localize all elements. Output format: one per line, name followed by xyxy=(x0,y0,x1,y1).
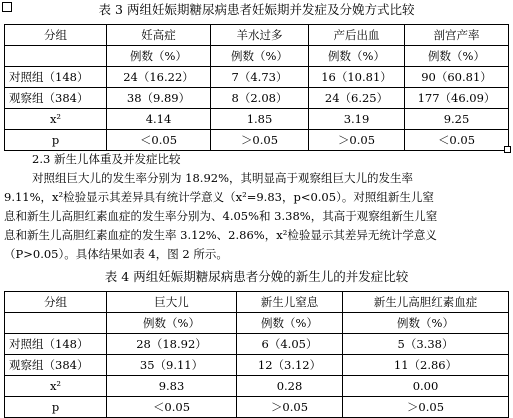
table4-group-cell: 观察组（384） xyxy=(5,355,107,376)
table3-group-cell: 对照组（148） xyxy=(5,67,107,88)
table3-cell: 4.14 xyxy=(107,109,211,130)
table3-cell: 3.19 xyxy=(309,109,405,130)
table3-cell: ＜0.05 xyxy=(405,130,509,151)
table3-cell: 24（6.25） xyxy=(309,88,405,109)
section-body xyxy=(4,150,509,264)
table3-subheader-cell: 例数（%） xyxy=(211,46,309,67)
table4-group-cell: 对照组（148） xyxy=(5,334,107,355)
table4 xyxy=(4,291,509,418)
table4-cell: 0.28 xyxy=(237,376,343,397)
table3-group-cell: 观察组（384） xyxy=(5,88,107,109)
paragraph-line: 息和新生儿高胆红素血症的发生率分别为、4.05%和 3.38%，其高于观察组新生儿窒 xyxy=(4,209,438,223)
table4-stat-label: x² xyxy=(5,376,107,397)
table-row xyxy=(5,376,509,397)
table3-cell: 24（16.22） xyxy=(107,67,211,88)
table3-header-cell: 羊水过多 xyxy=(211,25,309,46)
table-row xyxy=(5,397,509,418)
table3-cell: 9.25 xyxy=(405,109,509,130)
table3-cell: 90（60.81） xyxy=(405,67,509,88)
table4-cell: 5（3.38） xyxy=(343,334,509,355)
table3-cell: 1.85 xyxy=(211,109,309,130)
table4-cell: 0.00 xyxy=(343,376,509,397)
table4-cell: 6（4.05） xyxy=(237,334,343,355)
table-row xyxy=(5,109,509,130)
table3-cell: 7（4.73） xyxy=(211,67,309,88)
paragraph-line: 息和新生儿高胆红素血症的发生率 3.12%、2.86%，x²检验显示其差异无统计学意义 xyxy=(4,228,437,242)
table3-cell: ＞0.05 xyxy=(211,130,309,151)
table4-header-cell: 巨大儿 xyxy=(107,292,237,313)
table3-stat-label: p xyxy=(5,130,107,151)
table4-header-cell: 新生儿高胆红素血症 xyxy=(343,292,509,313)
table3-cell: 16（10.81） xyxy=(309,67,405,88)
table4-header-row xyxy=(5,292,509,313)
table3-stat-label: x² xyxy=(5,109,107,130)
table4-subheader-cell: 例数（%） xyxy=(237,313,343,334)
table-row xyxy=(5,130,509,151)
table-row xyxy=(5,355,509,376)
table3-caption: 表 3 两组妊娠期糖尿病患者妊娠期并发症及分娩方式比较 xyxy=(98,2,415,17)
table4-cell: ＞0.05 xyxy=(237,397,343,418)
table3-subheader-cell: 例数（%） xyxy=(405,46,509,67)
table4-subheader-row xyxy=(5,313,509,334)
table3-subheader-row xyxy=(5,46,509,67)
table4-header-cell: 新生儿窒息 xyxy=(237,292,343,313)
table3-subheader-cell: 例数（%） xyxy=(309,46,405,67)
table4-header-cell: 分组 xyxy=(5,292,107,313)
paragraph-line: （P>0.05）。具体结果如表 4，图 2 所示。 xyxy=(4,247,228,261)
section-heading: 2.3 新生儿体重及并发症比较 xyxy=(32,152,181,166)
table-row xyxy=(5,88,509,109)
table4-cell: 35（9.11） xyxy=(107,355,237,376)
table3-cell: 177（46.09） xyxy=(405,88,509,109)
table4-subheader-cell: 例数（%） xyxy=(107,313,237,334)
paragraph-line: 对照组巨大儿的发生率分别为 18.92%，其明显高于观察组巨大儿的发生率 xyxy=(32,171,414,185)
table3 xyxy=(4,24,509,151)
table3-subheader-cell: 例数（%） xyxy=(107,46,211,67)
table3-cell: ＜0.05 xyxy=(107,130,211,151)
table3-header-cell: 分组 xyxy=(5,25,107,46)
table4-stat-label: p xyxy=(5,397,107,418)
table4-cell: 12（3.12） xyxy=(237,355,343,376)
paragraph-line: 9.11%，x²检验显示其差异具有统计学意义（x²=9.83，p<0.05）。对照组新生儿窒 xyxy=(4,190,434,204)
table4-subheader-cell: 例数（%） xyxy=(343,313,509,334)
table4-cell: 9.83 xyxy=(107,376,237,397)
table4-subheader-blank xyxy=(5,313,107,334)
table3-header-row xyxy=(5,25,509,46)
table-row xyxy=(5,334,509,355)
table3-cell: ＞0.05 xyxy=(309,130,405,151)
table4-cell: ＜0.05 xyxy=(107,397,237,418)
table3-cell: 38（9.89） xyxy=(107,88,211,109)
table3-subheader-blank xyxy=(5,46,107,67)
table-row xyxy=(5,67,509,88)
table3-cell: 8（2.08） xyxy=(211,88,309,109)
table3-header-cell: 妊高症 xyxy=(107,25,211,46)
table4-cell: 28（18.92） xyxy=(107,334,237,355)
table4-cell: ＞0.05 xyxy=(343,397,509,418)
table4-caption: 表 4 两组妊娠期糖尿病患者分娩的新生儿的并发症比较 xyxy=(104,269,409,284)
table4-cell: 11（2.86） xyxy=(343,355,509,376)
table3-header-cell: 产后出血 xyxy=(309,25,405,46)
table3-header-cell: 剖宫产率 xyxy=(405,25,509,46)
